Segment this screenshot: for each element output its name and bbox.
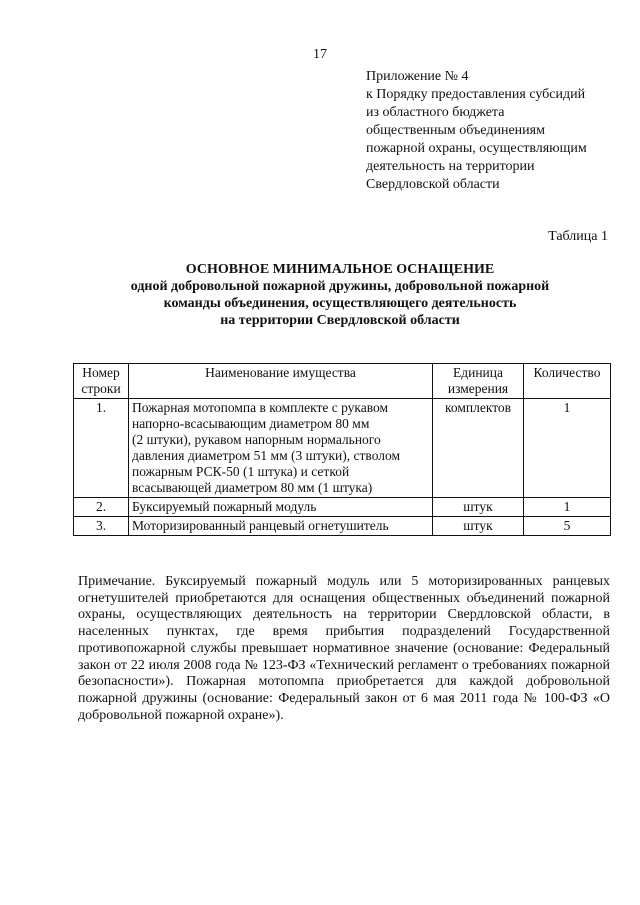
table-row bbox=[74, 498, 611, 517]
header-unit-line2: измерения bbox=[447, 381, 509, 396]
row-number: 2. bbox=[74, 498, 129, 517]
row-name: Буксируемый пожарный модуль bbox=[129, 498, 433, 517]
title-line: на территории Свердловской области bbox=[220, 313, 460, 328]
table-label: Таблица 1 bbox=[548, 229, 608, 244]
note-paragraph: Примечание. Буксируемый пожарный модуль или 5 моторизированных ранцевых огнетушителей приобретаются для оснащения общественных объединений пожарной охраны, осуществляющих деятельность на территории Свердловской области, в населенных пунктах, где время прибытия подразделений Государственной противопожарной службы превышает нормативное значение (основание: Федеральный закон от 22 июля 2008 года № 123-ФЗ «Технический регламент о требованиях пожарной безопасности»). Пожарная мотопомпа приобретается для каждой добровольной пожарной дружины (основание: Федеральный закон от 6 мая 2011 года № 100-ФЗ «О добровольной пожарной охране»). bbox=[78, 574, 610, 723]
header-number bbox=[74, 364, 129, 399]
appendix-line: пожарной охраны, осуществляющим bbox=[366, 141, 587, 156]
appendix-block bbox=[366, 68, 626, 194]
row-number: 3. bbox=[74, 517, 129, 536]
row-name-line: всасывающей диаметром 80 мм (1 штука) bbox=[132, 480, 373, 495]
header-name: Наименование имущества bbox=[129, 364, 433, 399]
row-quantity: 5 bbox=[524, 517, 611, 536]
header-quantity: Количество bbox=[524, 364, 611, 399]
row-name-line: пожарным РСК-50 (1 штука) и сеткой bbox=[132, 464, 350, 479]
row-name-line: давления диаметром 51 мм (3 штуки), стволом bbox=[132, 448, 401, 463]
page-number: 17 bbox=[313, 47, 327, 62]
appendix-line: к Порядку предоставления субсидий bbox=[366, 87, 586, 102]
row-unit: комплектов bbox=[433, 399, 524, 498]
equipment-table bbox=[73, 363, 611, 536]
row-unit: штук bbox=[433, 498, 524, 517]
row-name bbox=[129, 399, 433, 498]
row-name-line: напорно-всасывающим диаметром 80 мм bbox=[132, 416, 370, 431]
row-unit: штук bbox=[433, 517, 524, 536]
table-row bbox=[74, 517, 611, 536]
row-name-line: (2 штуки), рукавом напорным нормального bbox=[132, 432, 381, 447]
header-unit-line1: Единица bbox=[452, 365, 503, 380]
row-name: Моторизированный ранцевый огнетушитель bbox=[129, 517, 433, 536]
appendix-line: из областного бюджета bbox=[366, 105, 505, 120]
row-quantity: 1 bbox=[524, 399, 611, 498]
appendix-line: общественным объединениям bbox=[366, 123, 545, 138]
row-quantity: 1 bbox=[524, 498, 611, 517]
appendix-line: деятельность на территории bbox=[366, 159, 535, 174]
table-row bbox=[74, 399, 611, 498]
header-number-line1: Номер bbox=[82, 365, 120, 380]
row-number: 1. bbox=[74, 399, 129, 498]
header-unit bbox=[433, 364, 524, 399]
title-line: команды объединения, осуществляющего деятельность bbox=[163, 296, 517, 311]
appendix-line: Свердловской области bbox=[366, 177, 500, 192]
header-number-line2: строки bbox=[81, 381, 121, 396]
row-name-line: Пожарная мотопомпа в комплекте с рукавом bbox=[132, 400, 389, 415]
title-line: одной добровольной пожарной дружины, добровольной пожарной bbox=[130, 279, 550, 294]
title-line: ОСНОВНОЕ МИНИМАЛЬНОЕ ОСНАЩЕНИЕ bbox=[185, 262, 495, 277]
appendix-line: Приложение № 4 bbox=[366, 69, 469, 84]
table-header-row bbox=[74, 364, 611, 399]
document-title bbox=[40, 261, 640, 329]
